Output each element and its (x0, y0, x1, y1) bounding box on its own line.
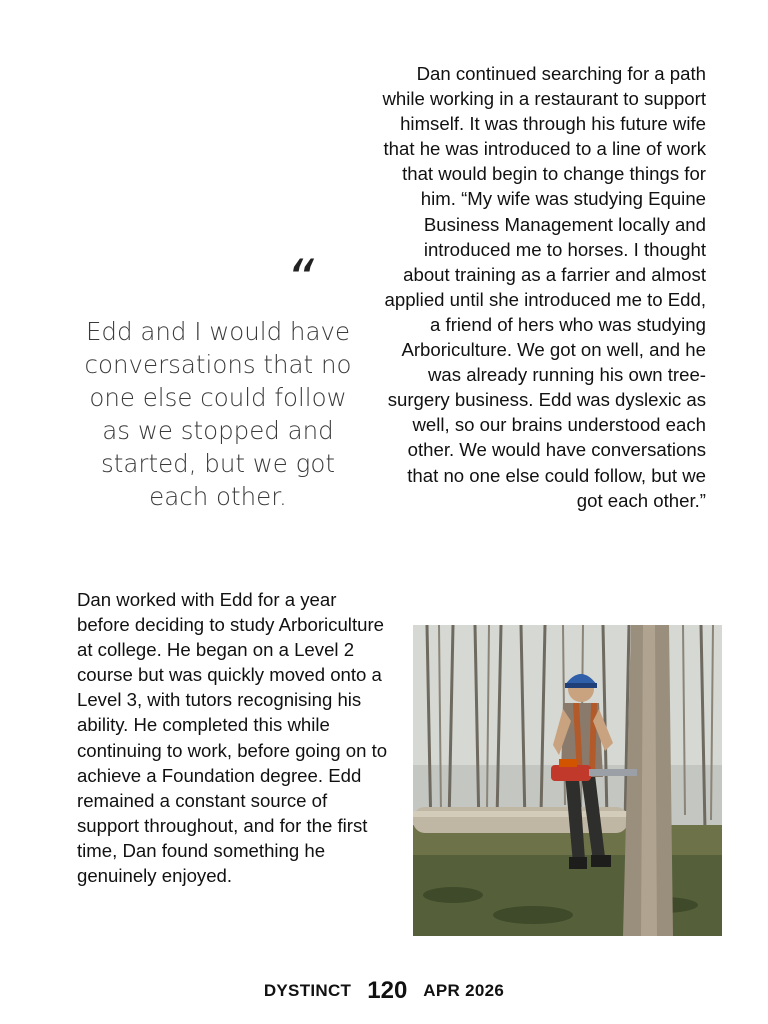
body-paragraph-left: Dan worked with Edd for a year before deciding to study Arboriculture at college. He began on a Level 2 course but was quickly moved onto a Level 3, with tutors recognising his ability. He completed this while continuing to work, before going on to achieve a Foundation degree. Edd remained a constant source of support throughout, and for the first time, Dan found something he genuinely enjoyed. (77, 589, 388, 887)
page-number: 120 (367, 977, 408, 1004)
quote-mark: “ (286, 248, 314, 311)
page-footer (0, 976, 768, 1006)
body-paragraph-right: Dan continued searching for a path while working in a restaurant to support himself. It was through his future wife that he was introduced to a line of work that would begin to change things for him. “My wife was studying Equine Business Management locally and introduced me to horses. I thought about training as a farrier and almost applied until she introduced me to Edd, a friend of hers who was studying Arboriculture. We got on well, and he was already running his own tree-surgery business. Edd was dyslexic as well, so our brains understood each other. We would have conversations that no one else could follow, but we got each other.” (382, 63, 706, 511)
pull-quote: Edd and I would have conversations that no one else could follow as we stopped and started, but we got each other. (84, 317, 352, 511)
issue-date: APR 2026 (423, 981, 505, 1000)
magazine-name: DYSTINCT (263, 981, 352, 1000)
arborist-photo (413, 625, 722, 936)
